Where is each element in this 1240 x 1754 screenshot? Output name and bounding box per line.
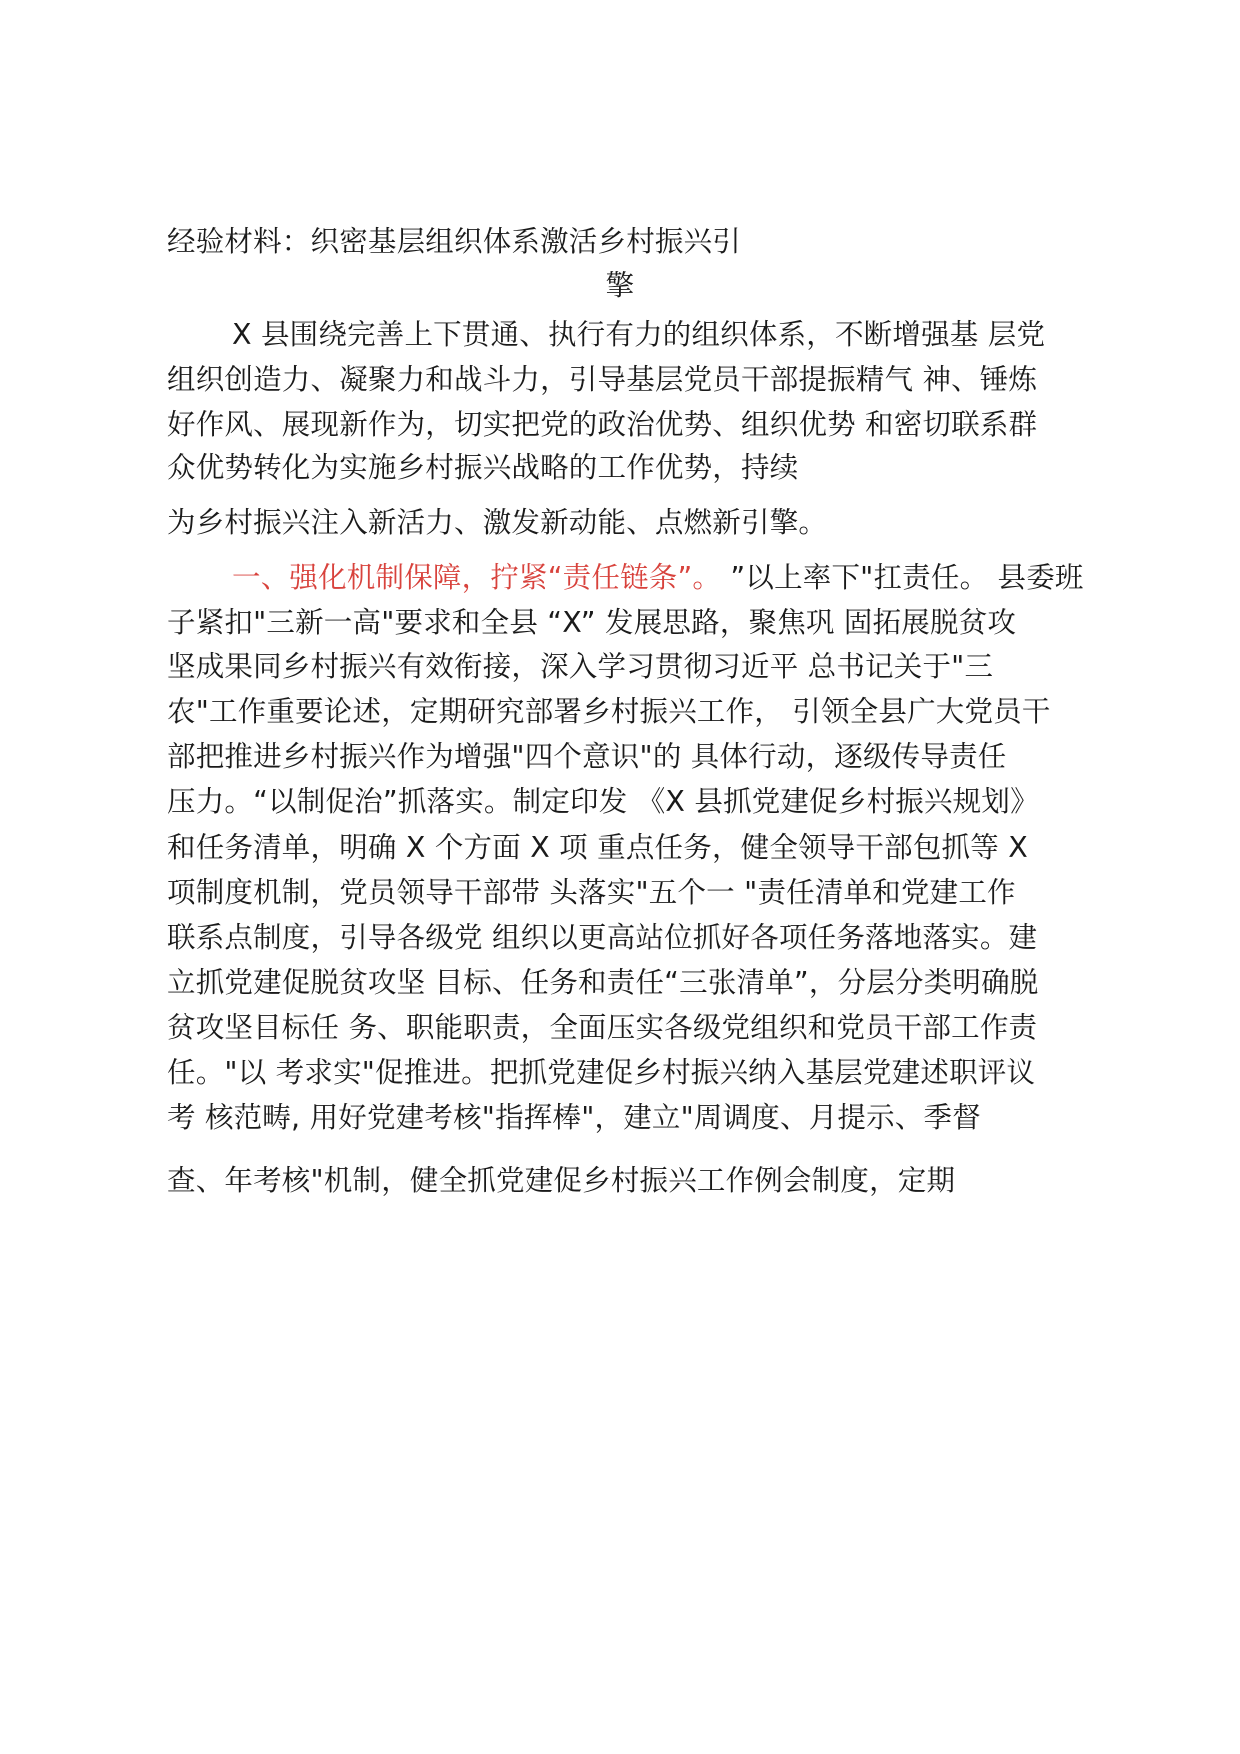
section-1-line: 贫攻坚目标任 务、职能职责，全面压实各级党组织和党员干部工作责 xyxy=(167,1011,1038,1044)
section-1-line: 任。"以 考求实"促推进。把抓党建促乡村振兴纳入基层党建述职评议 xyxy=(167,1056,1036,1089)
paragraph-1-line-1: X 县围绕完善上下贯通、执行有力的组织体系，不断增强基 层党 xyxy=(232,318,1046,351)
section-1-line: 联系点制度，引导各级党 组织以更高站位抓好各项任务落地落实。建 xyxy=(167,921,1038,954)
section-1-line: 查、年考核"机制，健全抓党建促乡村振兴工作例会制度，定期 xyxy=(167,1164,956,1197)
paragraph-1-line-4: 众优势转化为实施乡村振兴战略的工作优势，持续 xyxy=(167,451,799,484)
paragraph-1-line-5: 为乡村振兴注入新活力、激发新动能、点燃新引擎。 xyxy=(167,506,828,539)
section-1-line: 立抓党建促脱贫攻坚 目标、任务和责任“三张清单”，分层分类明确脱 xyxy=(167,966,1039,999)
document-title-line-2: 擎 xyxy=(605,269,635,302)
section-1-line: 部把推进乡村振兴作为增强"四个意识"的 具体行动，逐级传导责任 xyxy=(167,740,1007,773)
section-1-line: 压力。“以制促治”抓落实。制定印发 《X 县抓党建促乡村振兴规划》 xyxy=(167,785,1039,818)
section-1-line: 子紧扣"三新一高"要求和全县 “X” 发展思路，聚焦巩 固拓展脱贫攻 xyxy=(167,606,1017,639)
section-1-line: 项制度机制，党员领导干部带 头落实"五个一 "责任清单和党建工作 xyxy=(167,876,1016,909)
section-1-line: 考 核范畴, 用好党建考核"指挥棒"，建立"周调度、月提示、季督 xyxy=(167,1101,981,1134)
section-1-heading: 一、强化机制保障，拧紧“责任链条”。 xyxy=(232,561,722,594)
section-1-line: 和任务清单，明确 X 个方面 X 项 重点任务，健全领导干部包抓等 X xyxy=(167,831,1028,864)
section-1-line: 坚成果同乡村振兴有效衔接，深入学习贯彻习近平 总书记关于"三 xyxy=(167,650,994,683)
section-1-first-line-text: ”以上率下"扛责任。 县委班 xyxy=(721,561,1084,594)
section-1-first-line xyxy=(232,558,1084,598)
section-1-line: 农"工作重要论述，定期研究部署乡村振兴工作， 引领全县广大党员干 xyxy=(167,695,1051,728)
paragraph-1-line-2: 组织创造力、凝聚力和战斗力，引导基层党员干部提振精气 神、锤炼 xyxy=(167,363,1038,396)
document-title-line-1: 经验材料：织密基层组织体系激活乡村振兴引 xyxy=(167,225,742,258)
paragraph-1-line-3: 好作风、展现新作为，切实把党的政治优势、组织优势 和密切联系群 xyxy=(167,408,1038,441)
